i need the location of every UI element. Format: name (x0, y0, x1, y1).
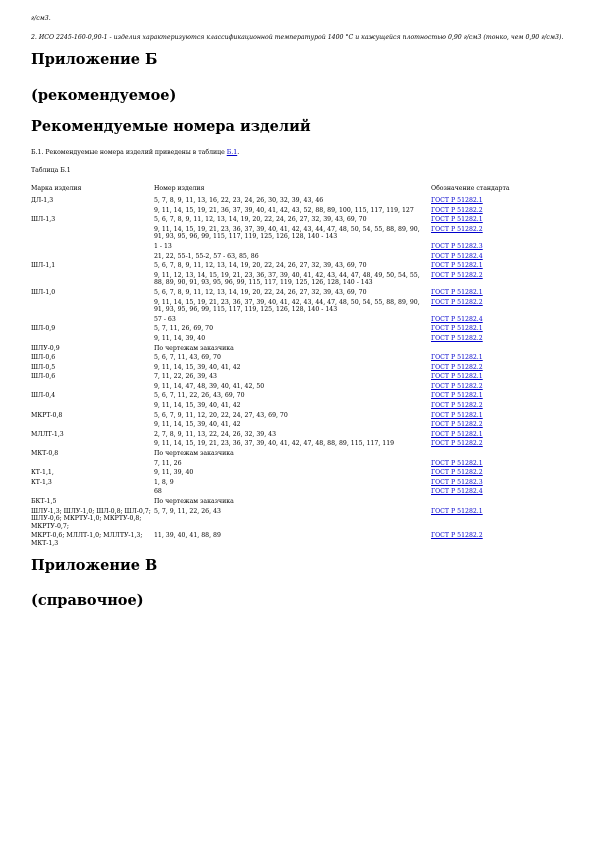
cell-standard (431, 316, 566, 326)
cell-brand: МЛЛТ-1,3 (31, 430, 64, 438)
table-row (31, 469, 566, 479)
table-row (31, 216, 566, 226)
table-row (31, 226, 566, 243)
standard-link[interactable]: ГОСТ Р 51282.3 (431, 478, 483, 486)
note-text: 2. ИСО 2245-160-0,90-1 - изделия характеризуются классификационной температурой 1400 °C и кажущейся плотностью 0,90 г/см3 (тонко, чем 0,90 г/см3). (31, 34, 564, 41)
table-row (31, 421, 566, 431)
cell-brand: КТ-1,1, (31, 469, 54, 477)
table-row (31, 354, 566, 364)
cell-standard (431, 289, 566, 299)
cell-brand: ШЛ-0,5 (31, 363, 56, 371)
cell-standard (431, 243, 566, 253)
cell-standard (431, 402, 566, 412)
standard-link[interactable]: ГОСТ Р 51282.1 (431, 392, 483, 400)
cell-brand (31, 226, 154, 243)
header-number: Номер изделия (154, 185, 205, 192)
cell-numbers: 5, 6, 7, 11, 43, 69, 70 (154, 354, 221, 362)
cell-brand: ШЛ-1,1 (31, 262, 56, 270)
cell-standard (431, 197, 566, 207)
numbers-heading: Рекомендуемые номера изделий (31, 118, 311, 135)
table-row (31, 325, 566, 335)
document-page (31, 14, 566, 610)
cell-standard (431, 262, 566, 272)
table-row (31, 335, 566, 345)
cell-numbers: По чертежам заказчика (154, 450, 234, 458)
cell-numbers: 1, 8, 9 (154, 478, 174, 486)
cell-numbers: 9, 11, 14, 15, 39, 40, 41, 42 (154, 402, 241, 410)
cell-numbers: 68 (154, 488, 162, 496)
cell-numbers: 5, 6, 7, 8, 9, 11, 12, 13, 14, 19, 20, 22, 24, 26, 27, 32, 39, 43, 69, 70 (154, 288, 367, 296)
cell-standard (431, 272, 566, 289)
cell-numbers: 9, 11, 14, 15, 39, 40, 41, 42 (154, 363, 241, 371)
cell-brand: ШЛУ-0,9 (31, 344, 60, 352)
table-row (31, 460, 566, 470)
standard-link[interactable]: ГОСТ Р 51282.1 (431, 325, 483, 333)
cell-brand: КТ-1,3 (31, 478, 52, 486)
standard-link[interactable]: ГОСТ Р 51282.1 (431, 288, 483, 296)
cell-standard (431, 469, 566, 479)
cell-numbers: 9, 11, 14, 15, 19, 21, 23, 36, 37, 39, 40, 41, 42, 43, 44, 47, 48, 50, 54, 55, 88, 89, 90, 91, 93, 95, 96, 99, 115, 117, 119, 125, 126, 128, 140 - 143 (154, 225, 420, 241)
cell-numbers: 5, 7, 11, 26, 69, 70 (154, 325, 214, 333)
cell-standard (431, 479, 566, 489)
appendix-v-heading: Приложение В (31, 556, 158, 574)
table-header-row (31, 185, 566, 197)
cell-standard (431, 335, 566, 345)
cell-numbers: По чертежам заказчика (154, 344, 234, 352)
table-row (31, 450, 566, 460)
header-brand: Марка изделия (31, 185, 82, 192)
table-row (31, 412, 566, 422)
standard-link[interactable]: ГОСТ Р 51282.1 (431, 411, 483, 419)
cell-standard (431, 325, 566, 335)
cell-numbers: 57 - 63 (154, 315, 176, 323)
cell-numbers: 1 - 13 (154, 242, 172, 250)
table-row (31, 345, 566, 355)
appendix-b-heading: Приложение Б (31, 51, 158, 68)
cell-standard (431, 354, 566, 364)
standard-link[interactable]: ГОСТ Р 51282.3 (431, 242, 483, 250)
table-row (31, 207, 566, 217)
reference-heading: (справочное) (31, 591, 144, 609)
unit-text: г/см3. (31, 15, 51, 22)
products-table (31, 185, 566, 550)
standard-link[interactable]: ГОСТ Р 51282.2 (431, 271, 483, 279)
cell-numbers: 5, 6, 7, 8, 9, 11, 12, 13, 14, 19, 20, 22, 24, 26, 27, 32, 39, 43, 69, 70 (154, 262, 367, 270)
recommended-heading: (рекомендуемое) (31, 87, 177, 104)
cell-numbers: 5, 7, 8, 9, 11, 13, 16, 22, 23, 24, 26, 30, 32, 39, 43, 46 (154, 197, 324, 204)
cell-standard (431, 532, 566, 549)
standard-link[interactable]: ГОСТ Р 51282.2 (431, 334, 483, 342)
cell-numbers: 9, 11, 14, 39, 40 (154, 334, 206, 342)
standard-link[interactable]: ГОСТ Р 51282.4 (431, 252, 483, 260)
cell-numbers: 5, 7, 9, 11, 22, 26, 43 (154, 507, 221, 515)
cell-standard (431, 392, 566, 402)
standard-link[interactable]: ГОСТ Р 51282.2 (431, 440, 483, 448)
cell-brand (31, 488, 154, 498)
cell-standard (431, 299, 566, 316)
table-row (31, 316, 566, 326)
intro-text: Б.1. Рекомендуемые номера изделий приведены в таблице (31, 149, 227, 156)
table-body (31, 197, 566, 550)
cell-standard (431, 207, 566, 217)
cell-brand (31, 460, 154, 470)
cell-brand: МКРТ-0,8 (31, 411, 63, 419)
intro-paragraph (31, 148, 566, 157)
intro-end: . (237, 149, 240, 156)
cell-numbers: 11, 39, 40, 41, 88, 89 (154, 532, 221, 540)
cell-brand: МКРТ-0,6; МЛЛТ-1,0; МЛЛТУ-1,3; МКТ-1,3 (31, 532, 143, 547)
cell-brand: ШЛ-0,9 (31, 325, 56, 333)
standard-link[interactable]: ГОСТ Р 51282.2 (431, 206, 483, 214)
standard-link[interactable]: ГОСТ Р 51282.1 (431, 197, 483, 204)
standard-link[interactable]: ГОСТ Р 51282.2 (431, 469, 483, 477)
table-row (31, 488, 566, 498)
cell-standard (431, 345, 566, 355)
cell-brand: ШЛ-0,6 (31, 373, 56, 381)
table-row (31, 508, 566, 533)
standard-link[interactable]: ГОСТ Р 51282.2 (431, 298, 483, 306)
cell-standard (431, 364, 566, 374)
cell-brand (31, 299, 154, 316)
cell-numbers: 9, 11, 12, 13, 14, 15, 19, 21, 23, 36, 37, 39, 40, 41, 42, 43, 44, 47, 48, 49, 50, 54, 55, 88, 89, 90, 91, 93, 95, 96, 99, 115, 117, 119, 125, 126, 128, 140 - 143 (154, 271, 420, 287)
table-row (31, 299, 566, 316)
cell-standard (431, 498, 566, 508)
cell-numbers: 5, 6, 7, 11, 22, 26, 43, 69, 70 (154, 392, 245, 400)
cell-brand (31, 402, 154, 412)
table-row (31, 272, 566, 289)
cell-standard (431, 440, 566, 450)
cell-standard (431, 373, 566, 383)
table-row (31, 373, 566, 383)
table-link[interactable]: Б.1 (226, 149, 238, 156)
table-row (31, 289, 566, 299)
cell-numbers: 9, 11, 14, 15, 19, 21, 23, 36, 37, 39, 40, 41, 42, 47, 48, 88, 89, 115, 117, 119 (154, 440, 395, 448)
standard-link[interactable]: ГОСТ Р 51282.4 (431, 315, 483, 323)
table-row (31, 262, 566, 272)
cell-brand: БКТ-1,5 (31, 498, 57, 505)
cell-standard (431, 412, 566, 422)
standard-link[interactable]: ГОСТ Р 51282.2 (431, 225, 483, 233)
cell-numbers: 9, 11, 14, 15, 39, 40, 41, 42 (154, 421, 241, 429)
cell-brand: ДЛ-1,3 (31, 197, 54, 204)
cell-brand (31, 243, 154, 253)
standard-link[interactable]: ГОСТ Р 51282.1 (431, 354, 483, 362)
cell-numbers: 5, 6, 7, 8, 9, 11, 12, 13, 14, 19, 20, 22, 24, 26, 27, 32, 39, 43, 69, 70 (154, 216, 367, 224)
table-row (31, 197, 566, 207)
cell-numbers: 9, 11, 14, 15, 19, 21, 23, 36, 37, 39, 40, 41, 42, 43, 44, 47, 48, 50, 54, 55, 88, 89, 90, 91, 93, 95, 96, 99, 115, 117, 119, 125, 126, 128, 140 - 143 (154, 298, 420, 314)
cell-brand (31, 207, 154, 217)
cell-brand: ШЛ-0,4 (31, 392, 56, 400)
cell-standard (431, 383, 566, 393)
cell-numbers: 21, 22, 55-1, 55-2, 57 - 63, 85, 86 (154, 252, 259, 260)
standard-link[interactable]: ГОСТ Р 51282.2 (431, 402, 483, 410)
standard-link[interactable]: ГОСТ Р 51282.1 (431, 430, 483, 438)
table-row (31, 440, 566, 450)
header-standard: Обозначение стандарта (431, 185, 510, 192)
table-row (31, 364, 566, 374)
cell-numbers: 5, 6, 7, 9, 11, 12, 20, 22, 24, 27, 43, 69, 70 (154, 411, 288, 419)
cell-standard (431, 508, 566, 533)
cell-brand: ШЛ-0,6 (31, 354, 56, 362)
standard-link[interactable]: ГОСТ Р 51282.1 (431, 507, 483, 515)
table-row (31, 392, 566, 402)
standard-link[interactable]: ГОСТ Р 51282.1 (431, 262, 483, 270)
cell-numbers: 9, 11, 14, 15, 19, 21, 36, 37, 39, 40, 41, 42, 43, 52, 88, 89, 100, 115, 117, 119, 127 (154, 206, 414, 214)
cell-brand (31, 383, 154, 393)
cell-brand (31, 272, 154, 289)
standard-link[interactable]: ГОСТ Р 51282.2 (431, 532, 483, 540)
cell-brand: ШЛ-1,3 (31, 216, 56, 224)
cell-numbers: По чертежам заказчика (154, 498, 234, 505)
cell-brand (31, 316, 154, 326)
cell-brand (31, 421, 154, 431)
standard-link[interactable]: ГОСТ Р 51282.1 (431, 216, 483, 224)
cell-standard (431, 226, 566, 243)
cell-brand: ШЛ-1,0 (31, 288, 56, 296)
cell-brand (31, 335, 154, 345)
cell-standard (431, 450, 566, 460)
cell-standard (431, 421, 566, 431)
cell-numbers: 9, 11, 39, 40 (154, 469, 194, 477)
cell-brand: МКТ-0,8 (31, 450, 59, 458)
table-row (31, 383, 566, 393)
cell-numbers: 7, 11, 26 (154, 459, 182, 467)
cell-brand: ШЛУ-1,3; ШЛУ-1,0; ШЛ-0,8; ШЛ-0,7; ШЛУ-0,6; МКРТУ-1,0; МКРТУ-0,8; МКРТУ-0,7; (31, 507, 151, 530)
cell-standard (431, 460, 566, 470)
cell-standard (431, 253, 566, 263)
cell-standard (431, 431, 566, 441)
table-row (31, 253, 566, 263)
standard-link[interactable]: ГОСТ Р 51282.1 (431, 373, 483, 381)
cell-standard (431, 216, 566, 226)
cell-numbers: 7, 11, 22, 26, 39, 43 (154, 373, 217, 381)
standard-link[interactable]: ГОСТ Р 51282.2 (431, 421, 483, 429)
cell-brand (31, 253, 154, 263)
standard-link[interactable]: ГОСТ Р 51282.4 (431, 488, 483, 496)
table-row (31, 532, 566, 549)
table-row (31, 479, 566, 489)
table-row (31, 431, 566, 441)
standard-link[interactable]: ГОСТ Р 51282.2 (431, 363, 483, 371)
cell-numbers: 9, 11, 14, 47, 48, 39, 40, 41, 42, 50 (154, 382, 265, 390)
table-row (31, 498, 566, 508)
standard-link[interactable]: ГОСТ Р 51282.1 (431, 459, 483, 467)
standard-link[interactable]: ГОСТ Р 51282.2 (431, 382, 483, 390)
table-title: Таблица Б.1 (31, 167, 71, 174)
table-row (31, 402, 566, 412)
cell-brand (31, 440, 154, 450)
cell-standard (431, 488, 566, 498)
cell-numbers: 2, 7, 8, 9, 11, 13, 22, 24, 26, 32, 39, 43 (154, 430, 277, 438)
table-row (31, 243, 566, 253)
